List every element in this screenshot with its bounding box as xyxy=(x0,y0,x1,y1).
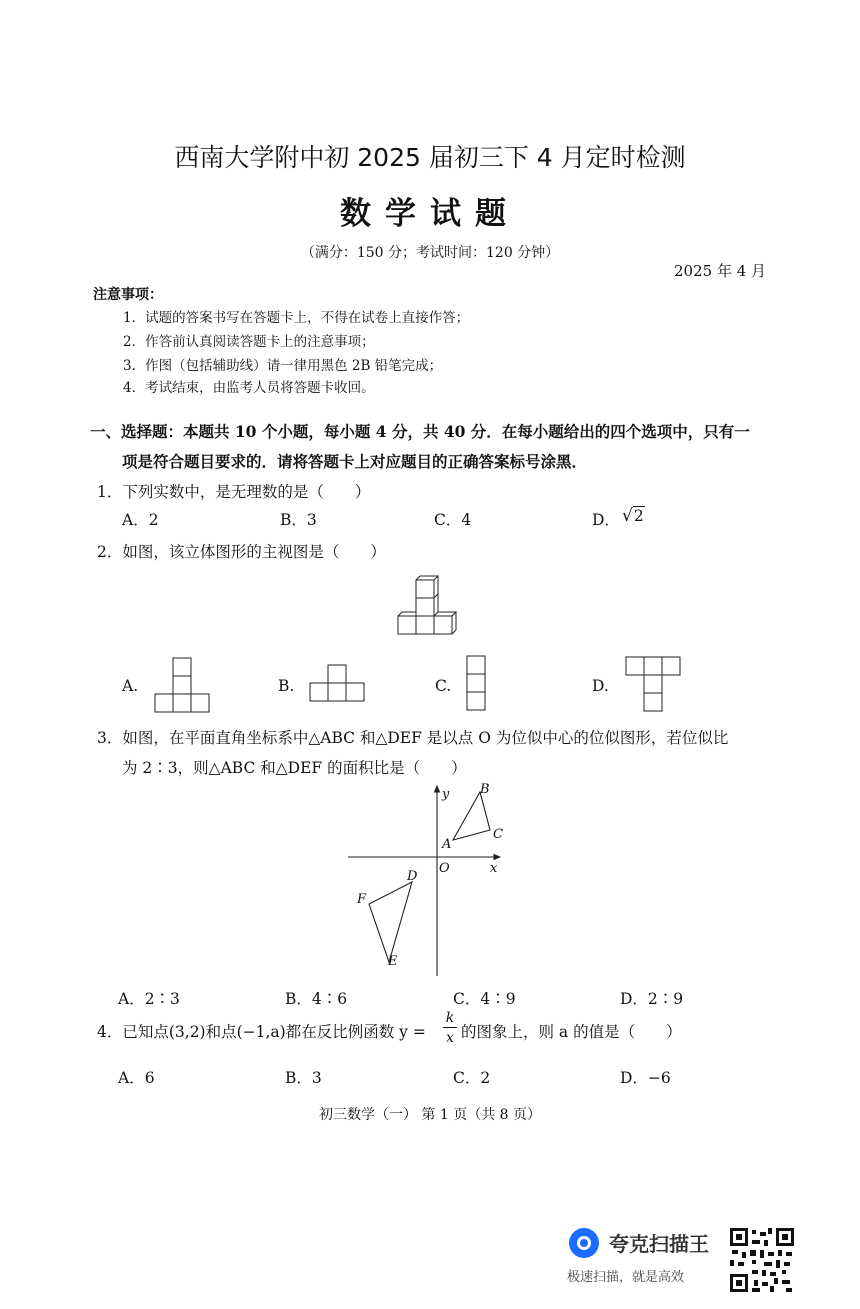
q3-option-c: C．4∶9 xyxy=(453,990,516,1008)
notice-item: 4．考试结束，由监考人员将答题卡收回。 xyxy=(123,380,375,396)
page-footer: 初三数学（一） 第 1 页（共 8 页） xyxy=(318,1107,542,1123)
scanner-slogan: 极速扫描，就是高效 xyxy=(567,1270,685,1285)
subject-title: 数学试题 xyxy=(340,196,520,232)
question-3-stem: 3．如图，在平面直角坐标系中△ABC 和△DEF 是以点 O 为位似中心的位似图形，若位似比 xyxy=(97,729,729,747)
q3-option-d: D．2∶9 xyxy=(620,990,684,1008)
q3-option-b: B．4∶6 xyxy=(285,990,348,1008)
q1-option-b: B．3 xyxy=(280,511,317,529)
label-c: C xyxy=(493,827,503,842)
q2-option-b-label: B. xyxy=(278,677,295,695)
q2-option-d-label: D. xyxy=(592,677,609,695)
question-4-stem-post: 的图象上，则 a 的值是（ ） xyxy=(461,1023,682,1041)
q1-option-c: C．4 xyxy=(434,511,472,529)
q4-option-b: B．3 xyxy=(285,1069,322,1087)
q2-option-a-label: A. xyxy=(122,677,139,695)
label-e: E xyxy=(388,954,398,969)
question-2-stem: 2．如图，该立体图形的主视图是（ ） xyxy=(97,543,386,561)
question-3-stem-cont: 为 2∶3，则△ABC 和△DEF 的面积比是（ ） xyxy=(122,759,467,777)
sqrt-radicand: 2 xyxy=(633,507,644,525)
q4-option-c: C．2 xyxy=(453,1069,491,1087)
label-f: F xyxy=(357,892,367,907)
q4-option-d: D．−6 xyxy=(620,1069,671,1087)
q1-option-d: D． xyxy=(592,511,620,529)
score-info: （满分：150 分；考试时间：120 分钟） xyxy=(300,245,560,261)
solid-figure xyxy=(396,576,460,636)
label-o: O xyxy=(439,861,450,876)
q2-option-c-label: C. xyxy=(435,677,452,695)
notice-item: 3．作图（包括辅助线）请一律用黑色 2B 铅笔完成； xyxy=(123,358,443,374)
q2-option-c-view xyxy=(467,656,487,712)
coordinate-figure xyxy=(340,780,520,980)
section-heading-cont: 项是符合题目要求的．请将答题卡上对应题目的正确答案标号涂黑． xyxy=(122,452,588,471)
label-x: x xyxy=(490,861,498,876)
fraction-bar xyxy=(443,1027,457,1028)
section-heading: 一、选择题：本题共 10 个小题，每小题 4 分，共 40 分．在每小题给出的四个选项中，只有一 xyxy=(90,422,750,441)
qr-code-icon xyxy=(730,1228,794,1292)
question-4-stem-pre: 4．已知点(3,2)和点(−1,a)都在反比例函数 y = xyxy=(97,1023,426,1041)
exam-title: 西南大学附中初 2025 届初三下 4 月定时检测 xyxy=(174,143,686,172)
triangle-abc xyxy=(453,792,490,840)
q1-option-a: A．2 xyxy=(122,511,159,529)
notice-item: 1．试题的答案书写在答题卡上，不得在试卷上直接作答； xyxy=(123,310,470,326)
notice-item: 2．作答前认真阅读答题卡上的注意事项； xyxy=(123,334,375,350)
quark-logo-icon xyxy=(567,1226,601,1260)
q2-option-b-view xyxy=(310,665,366,703)
triangle-def xyxy=(369,882,412,962)
exam-date: 2025 年 4 月 xyxy=(674,262,767,280)
label-d: D xyxy=(407,869,418,884)
q3-option-a: A．2∶3 xyxy=(118,990,180,1008)
label-b: B xyxy=(480,782,490,797)
scanner-watermark xyxy=(567,1224,727,1294)
sqrt-sign: √ xyxy=(622,506,633,526)
label-a: A xyxy=(442,837,452,852)
q2-option-a-view xyxy=(155,658,211,714)
notice-heading: 注意事项： xyxy=(93,287,163,303)
question-1-stem: 1．下列实数中，是无理数的是（ ） xyxy=(97,483,371,501)
fraction-numerator: k xyxy=(445,1010,455,1026)
q2-option-d-view xyxy=(626,657,684,713)
q4-option-a: A．6 xyxy=(118,1069,155,1087)
label-y: y xyxy=(442,787,450,802)
scanner-brand-name: 夸克扫描王 xyxy=(609,1232,709,1256)
fraction-denominator: x xyxy=(446,1030,454,1046)
sqrt-expression xyxy=(622,506,645,526)
